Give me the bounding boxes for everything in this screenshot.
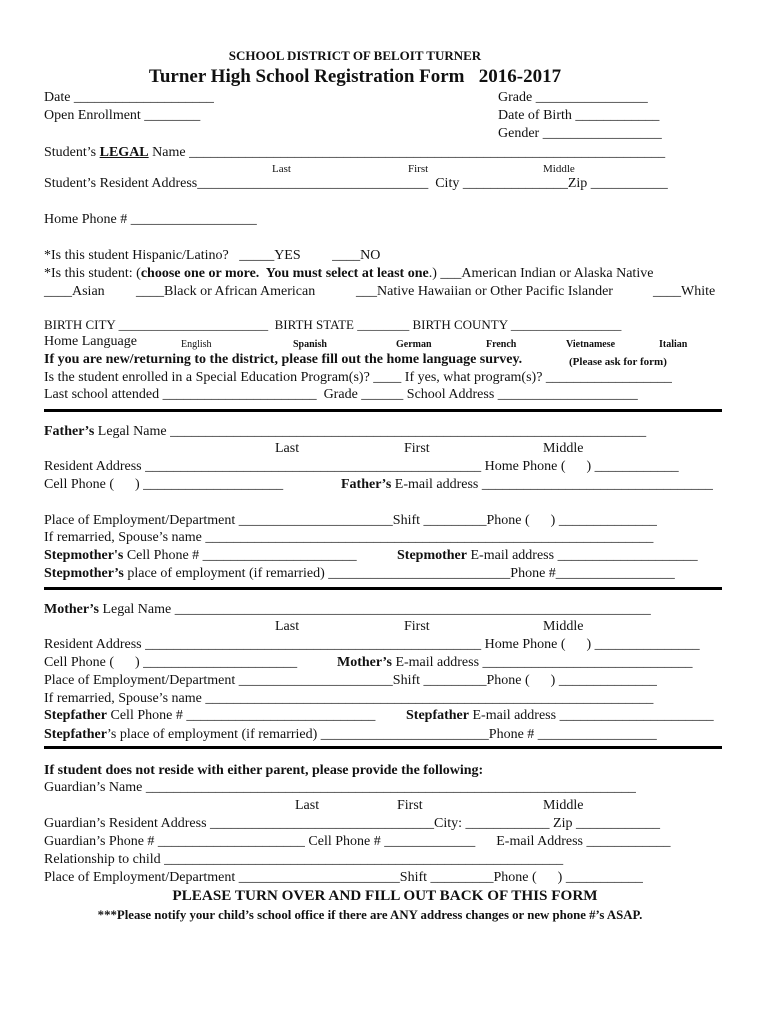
father-sublabel-first: First [404, 441, 430, 456]
father-email-field[interactable] [341, 477, 713, 493]
home-phone-field[interactable]: Home Phone # __________________ [44, 212, 257, 227]
guardian-phone-field[interactable]: Guardian’s Phone # _____________________ Cell Phone # _____________ E-mail Address ____________ [44, 834, 671, 849]
race-option-black[interactable]: ____Black or African American [136, 284, 316, 299]
gender-field[interactable]: Gender _________________ [498, 126, 662, 141]
father-email-line: E-mail address _________________________________ [391, 477, 713, 492]
language-option-english[interactable]: English [181, 339, 212, 350]
birth-info-line[interactable]: BIRTH CITY _______________________ BIRTH STATE ________ BIRTH COUNTY _________________ [44, 317, 622, 332]
district-heading: SCHOOL DISTRICT OF BELOIT TURNER [228, 48, 482, 63]
last-school-field[interactable]: Last school attended ______________________ Grade ______ School Address ____________________ [44, 387, 638, 402]
guardian-sublabel-middle: Middle [543, 798, 584, 813]
father-address-field[interactable]: Resident Address ________________________________________________ Home Phone ( ) ____________ [44, 459, 679, 474]
special-education-field[interactable]: Is the student enrolled in a Special Education Program(s)? ____ If yes, what program(s)? __________________ [44, 370, 672, 385]
race-instruction: choose one or more. You must select at least one [140, 266, 429, 281]
stepmother-cell-label: Stepmother's [44, 548, 124, 563]
student-sublabel-first: First [408, 163, 429, 175]
father-legal-name-field[interactable] [44, 424, 646, 440]
father-spouse-field[interactable]: If remarried, Spouse’s name ________________________________________________________________ [44, 530, 654, 545]
student-name-line: Name ____________________________________________________________________ [148, 145, 666, 160]
race-question[interactable] [44, 266, 653, 282]
stepmother-email-label: Stepmother [397, 548, 467, 563]
mother-email-field[interactable] [337, 655, 693, 671]
race-option-asian[interactable]: ____Asian [44, 284, 105, 299]
open-enrollment-field[interactable]: Open Enrollment ________ [44, 108, 201, 123]
stepfather-email-label: Stepfather [406, 708, 469, 723]
guardian-heading: If student does not reside with either parent, please provide the following: [44, 763, 484, 778]
father-sublabel-last: Last [275, 441, 300, 456]
home-language-label: Home Language [44, 334, 137, 349]
stepmother-employment-label: Stepmother’s [44, 566, 124, 581]
race-option-hawaiian[interactable]: ___Native Hawaiian or Other Pacific Islander [356, 284, 613, 299]
mother-email-label: Mother’s [337, 655, 392, 670]
stepmother-cell-field[interactable] [44, 548, 357, 564]
guardian-sublabel-last: Last [295, 798, 320, 813]
mother-name-line: Legal Name ____________________________________________________________________ [98, 602, 651, 617]
stepmother-email-field[interactable] [397, 548, 698, 564]
stepmother-email-line: E-mail address ____________________ [467, 548, 698, 563]
stepfather-cell-field[interactable] [44, 708, 375, 724]
mother-address-field[interactable]: Resident Address ________________________________________________ Home Phone ( ) _______________ [44, 637, 700, 652]
stepfather-cell-line: Cell Phone # ___________________________ [107, 708, 376, 723]
turn-over-notice: PLEASE TURN OVER AND FILL OUT BACK OF THIS FORM [172, 887, 598, 904]
mother-sublabel-first: First [404, 619, 430, 634]
form-title: Turner High School Registration Form 2016-2017 [148, 66, 562, 87]
father-cell-field[interactable]: Cell Phone ( ) ____________________ [44, 477, 284, 492]
date-field[interactable]: Date ____________________ [44, 90, 214, 105]
guardian-address-field[interactable]: Guardian’s Resident Address ________________________________City: ____________ Zip ____________ [44, 816, 660, 831]
mother-cell-field[interactable]: Cell Phone ( ) ______________________ [44, 655, 298, 670]
language-option-italian[interactable]: Italian [659, 339, 688, 350]
language-option-spanish[interactable]: Spanish [293, 339, 327, 350]
race-suffix: .) ___American Indian or Alaska Native [428, 266, 654, 281]
father-employment-field[interactable]: Place of Employment/Department ______________________Shift _________Phone ( ) ______________ [44, 513, 657, 528]
guardian-sublabel-first: First [397, 798, 423, 813]
mother-sublabel-middle: Middle [543, 619, 584, 634]
stepmother-cell-line: Cell Phone # ______________________ [123, 548, 357, 563]
stepfather-cell-label: Stepfather [44, 708, 107, 723]
language-survey-notice: If you are new/returning to the district, please fill out the home language survey. [44, 352, 523, 367]
mother-label: Mother’s [44, 602, 99, 617]
mother-spouse-field[interactable]: If remarried, Spouse’s name ________________________________________________________________ [44, 691, 654, 706]
student-sublabel-middle: Middle [543, 163, 575, 175]
mother-email-line: E-mail address ______________________________ [391, 655, 693, 670]
father-label: Father’s [44, 424, 95, 439]
legal-emphasis: LEGAL [99, 145, 149, 160]
guardian-relationship-field[interactable]: Relationship to child _________________________________________________________ [44, 852, 564, 867]
mother-employment-field[interactable]: Place of Employment/Department ______________________Shift _________Phone ( ) ______________ [44, 673, 657, 688]
mother-sublabel-last: Last [275, 619, 300, 634]
stepmother-employment-field[interactable] [44, 566, 675, 582]
hispanic-question[interactable]: *Is this student Hispanic/Latino? _____YES ____NO [44, 248, 381, 263]
stepfather-employment-line: ’s place of employment (if remarried) ________________________Phone # _________________ [107, 727, 657, 742]
father-email-label: Father’s [341, 477, 392, 492]
student-legal-name-field[interactable] [44, 145, 665, 161]
stepfather-email-line: E-mail address ______________________ [469, 708, 714, 723]
language-option-vietnamese[interactable]: Vietnamese [566, 339, 616, 350]
language-survey-note: (Please ask for form) [569, 356, 667, 368]
race-prefix: *Is this student: ( [44, 266, 141, 281]
student-name-prefix: Student’s [44, 145, 100, 160]
stepfather-employment-field[interactable] [44, 727, 657, 743]
language-option-french[interactable]: French [486, 339, 517, 350]
section-divider [44, 587, 722, 590]
language-option-german[interactable]: German [396, 339, 432, 350]
section-divider [44, 409, 722, 412]
guardian-employment-field[interactable]: Place of Employment/Department _______________________Shift _________Phone ( ) ___________ [44, 870, 643, 885]
guardian-name-field[interactable]: Guardian’s Name ______________________________________________________________________ [44, 780, 636, 795]
student-sublabel-last: Last [272, 163, 291, 175]
section-divider [44, 746, 722, 749]
race-option-white[interactable]: ____White [653, 284, 716, 299]
stepfather-email-field[interactable] [406, 708, 714, 724]
address-change-notice: ***Please notify your child’s school office if there are ANY address changes or new phone #’s ASAP. [97, 908, 643, 922]
date-of-birth-field[interactable]: Date of Birth ____________ [498, 108, 660, 123]
father-name-line: Legal Name ____________________________________________________________________ [94, 424, 647, 439]
stepfather-employment-label: Stepfather [44, 727, 107, 742]
student-address-field[interactable]: Student’s Resident Address_________________________________ City _______________Zip ___________ [44, 176, 668, 191]
grade-field[interactable]: Grade ________________ [498, 90, 648, 105]
father-sublabel-middle: Middle [543, 441, 584, 456]
mother-legal-name-field[interactable] [44, 602, 651, 618]
stepmother-employment-line: place of employment (if remarried) __________________________Phone #_________________ [123, 566, 675, 581]
